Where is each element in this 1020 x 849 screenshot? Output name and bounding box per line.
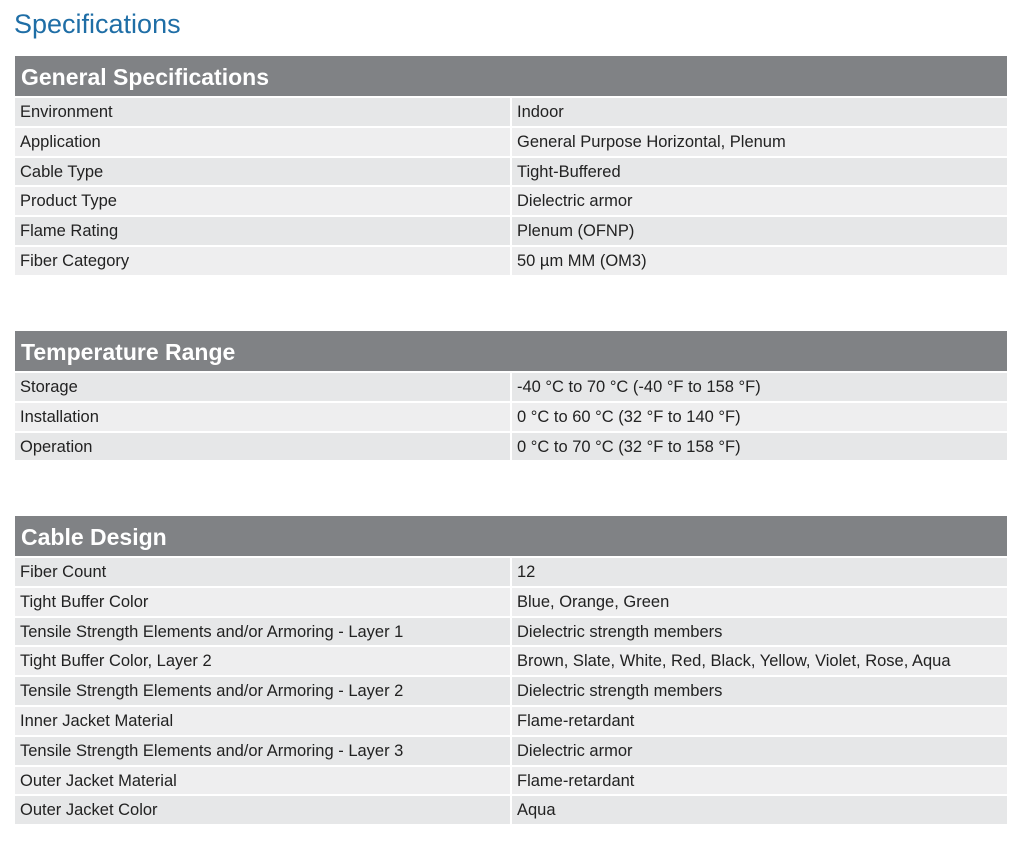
spec-label: Outer Jacket Color xyxy=(15,796,510,824)
spec-value: 0 °C to 70 °C (32 °F to 158 °F) xyxy=(512,433,1007,461)
spec-value: Blue, Orange, Green xyxy=(512,588,1007,616)
spec-label: Application xyxy=(15,128,510,156)
spec-label: Tight Buffer Color xyxy=(15,588,510,616)
spec-value: Flame-retardant xyxy=(512,767,1007,795)
spec-value: General Purpose Horizontal, Plenum xyxy=(512,128,1007,156)
spec-value: -40 °C to 70 °C (-40 °F to 158 °F) xyxy=(512,373,1007,401)
table-row xyxy=(15,158,1007,186)
spec-value: Dielectric armor xyxy=(512,737,1007,765)
spec-value: Indoor xyxy=(512,98,1007,126)
spec-value: 0 °C to 60 °C (32 °F to 140 °F) xyxy=(512,403,1007,431)
spec-value: Tight-Buffered xyxy=(512,158,1007,186)
spec-label: Environment xyxy=(15,98,510,126)
table-row xyxy=(15,677,1007,705)
section-header: General Specifications xyxy=(15,56,1007,96)
spec-label: Tensile Strength Elements and/or Armoring - Layer 1 xyxy=(15,618,510,646)
section-temperature-range xyxy=(15,331,1007,462)
spec-label: Operation xyxy=(15,433,510,461)
section-general-specifications xyxy=(15,56,1007,277)
section-header: Temperature Range xyxy=(15,331,1007,371)
table-row xyxy=(15,433,1007,461)
table-row xyxy=(15,737,1007,765)
table-row xyxy=(15,247,1007,275)
table-row xyxy=(15,796,1007,824)
spec-label: Tight Buffer Color, Layer 2 xyxy=(15,647,510,675)
spec-value: Brown, Slate, White, Red, Black, Yellow, Violet, Rose, Aqua xyxy=(512,647,1007,675)
spec-value: 50 µm MM (OM3) xyxy=(512,247,1007,275)
table-row xyxy=(15,187,1007,215)
spec-label: Installation xyxy=(15,403,510,431)
spec-label: Tensile Strength Elements and/or Armoring - Layer 2 xyxy=(15,677,510,705)
table-row xyxy=(15,707,1007,735)
table-row xyxy=(15,588,1007,616)
table-row xyxy=(15,217,1007,245)
table-row xyxy=(15,98,1007,126)
table-row xyxy=(15,647,1007,675)
spec-value: Dielectric strength members xyxy=(512,677,1007,705)
section-cable-design xyxy=(15,516,1007,826)
page-title: Specifications xyxy=(14,9,181,39)
spec-label: Tensile Strength Elements and/or Armoring - Layer 3 xyxy=(15,737,510,765)
spec-value: Dielectric strength members xyxy=(512,618,1007,646)
spec-value: Aqua xyxy=(512,796,1007,824)
spec-value: 12 xyxy=(512,558,1007,586)
table-row xyxy=(15,373,1007,401)
spec-value: Dielectric armor xyxy=(512,187,1007,215)
spec-label: Cable Type xyxy=(15,158,510,186)
spec-label: Product Type xyxy=(15,187,510,215)
spec-value: Flame-retardant xyxy=(512,707,1007,735)
spec-label: Outer Jacket Material xyxy=(15,767,510,795)
spec-value: Plenum (OFNP) xyxy=(512,217,1007,245)
table-row xyxy=(15,618,1007,646)
section-header: Cable Design xyxy=(15,516,1007,556)
spec-label: Storage xyxy=(15,373,510,401)
spec-label: Fiber Category xyxy=(15,247,510,275)
table-row xyxy=(15,767,1007,795)
table-row xyxy=(15,558,1007,586)
table-row xyxy=(15,403,1007,431)
spec-label: Fiber Count xyxy=(15,558,510,586)
spec-label: Flame Rating xyxy=(15,217,510,245)
spec-label: Inner Jacket Material xyxy=(15,707,510,735)
table-row xyxy=(15,128,1007,156)
